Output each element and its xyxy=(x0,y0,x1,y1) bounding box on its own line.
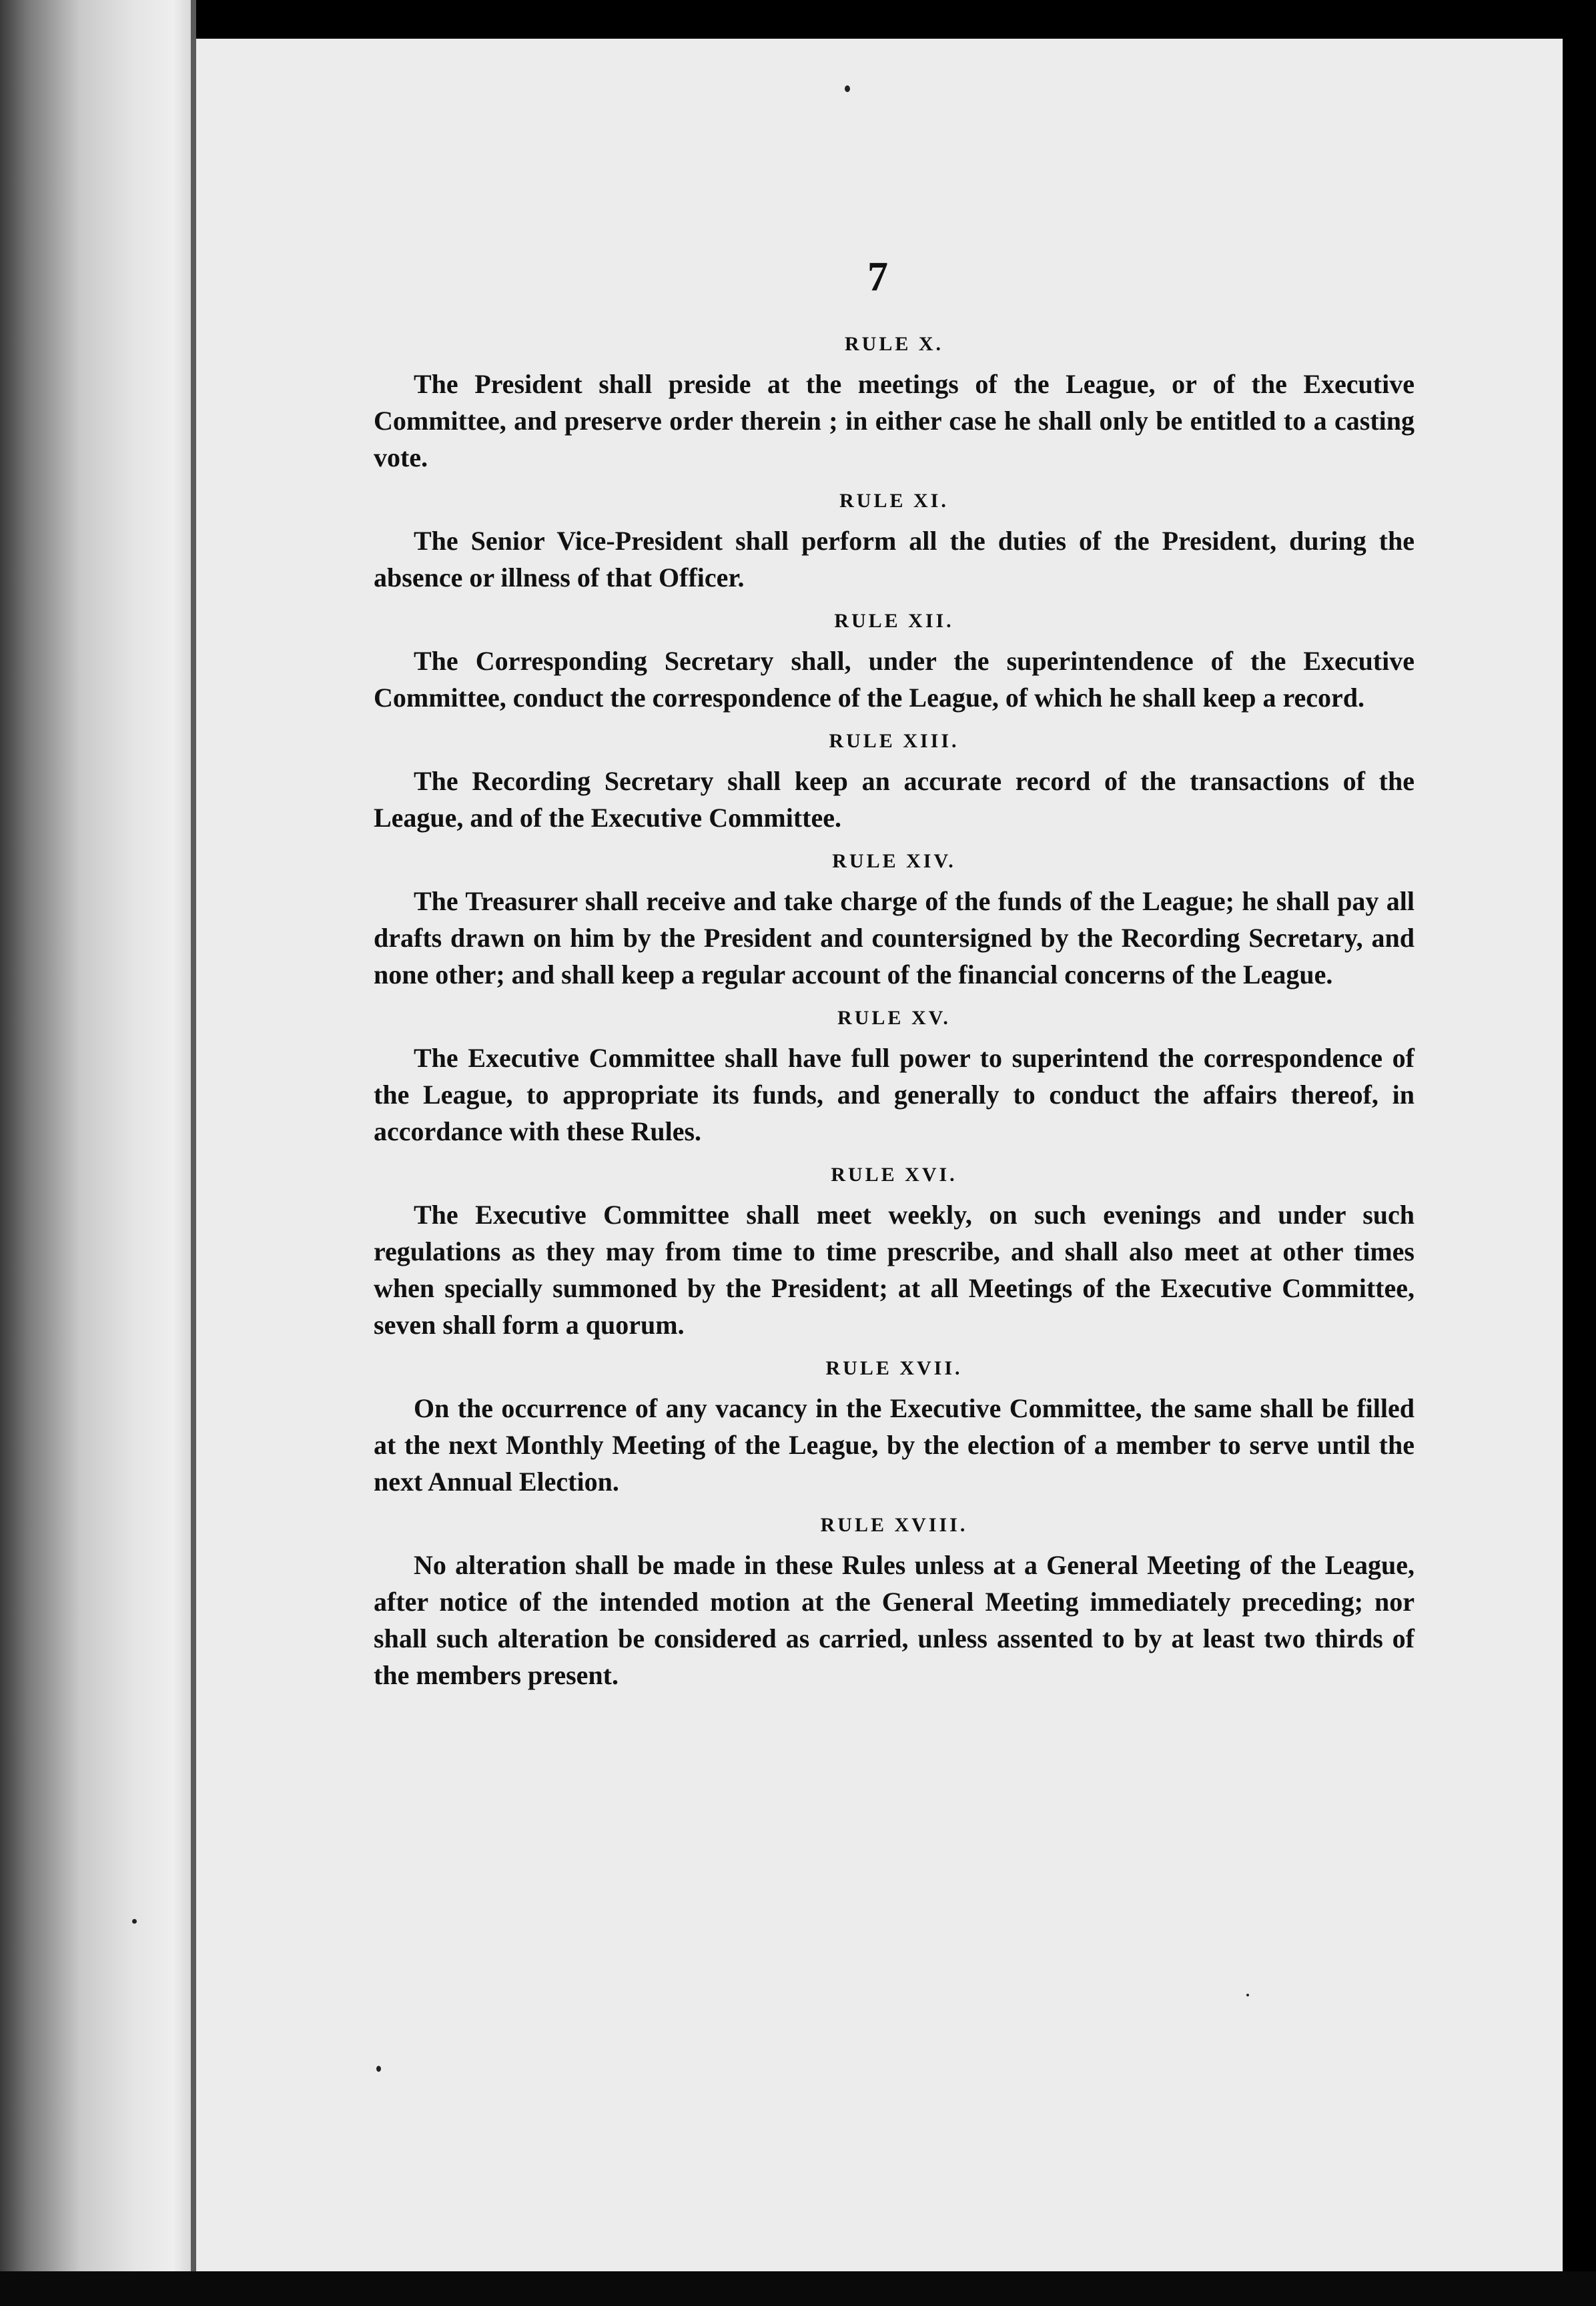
rule-text: The Senior Vice-President shall perform all the duties of the President, during the absence or illness of that Officer. xyxy=(374,526,1415,593)
rule-block xyxy=(374,1005,1415,1150)
rule-heading: RULE XVII. xyxy=(825,1357,963,1379)
rule-block xyxy=(374,331,1415,476)
rule-text: No alteration shall be made in these Rules unless at a General Meeting of the League, after notice of the intended motion at the General Meeting immediately preceding; nor shall such alteration be considered as carried, unless assented to by at least two thirds of the members present. xyxy=(374,1550,1415,1690)
scan-left-margin xyxy=(0,0,195,2271)
rule-heading: RULE XI. xyxy=(839,490,949,512)
rule-text: The Corresponding Secretary shall, under the superintendence of the Executive Committee, conduct the correspondence of the League, of which he shall keep a record. xyxy=(374,646,1415,713)
rule-block xyxy=(374,1162,1415,1343)
page-speck xyxy=(132,1919,137,1924)
page-speck xyxy=(845,85,850,92)
rule-heading: RULE X. xyxy=(844,333,943,355)
rule-block xyxy=(374,1355,1415,1500)
rule-heading: RULE XVIII. xyxy=(820,1514,968,1536)
rule-block xyxy=(374,488,1415,596)
rules-column xyxy=(374,331,1415,1705)
rule-text: The Executive Committee shall have full power to superintend the correspondence of the League, to appropriate its funds, and generally to conduct the affairs thereof, in accordance with these Rules. xyxy=(374,1043,1415,1146)
rule-text: The Executive Committee shall meet weekly, on such evenings and under such regulations as they may from time to time prescribe, and shall also meet at other times when specially summoned by the President; at all Meetings of the Executive Committee, seven shall form a quorum. xyxy=(374,1200,1415,1340)
rule-text: On the occurrence of any vacancy in the Executive Committee, the same shall be filled at the next Monthly Meeting of the League, by the election of a member to serve until the next Annual Election. xyxy=(374,1393,1415,1497)
rule-text: The Treasurer shall receive and take charge of the funds of the League; he shall pay all drafts drawn on him by the President and countersigned by the Recording Secretary, and none other; and shall keep a regular account of the financial concerns of the League. xyxy=(374,886,1415,990)
page-speck xyxy=(1246,1994,1249,1996)
rule-heading: RULE XIII. xyxy=(829,730,959,752)
rule-block xyxy=(374,848,1415,993)
page-speck xyxy=(376,2066,381,2072)
rule-heading: RULE XII. xyxy=(834,610,954,632)
rule-heading: RULE XV. xyxy=(837,1007,951,1029)
book-spine xyxy=(191,0,196,2271)
rule-heading: RULE XVI. xyxy=(831,1164,957,1186)
rule-block xyxy=(374,1512,1415,1693)
page-number: 7 xyxy=(867,254,888,300)
rule-heading: RULE XIV. xyxy=(832,850,956,872)
rule-text: The President shall preside at the meetings of the League, or of the Executive Committee, and preserve order therein ; in either case he shall only be entitled to a casting vote. xyxy=(374,369,1415,472)
rule-block xyxy=(374,728,1415,836)
rule-text: The Recording Secretary shall keep an accurate record of the transactions of the League, and of the Executive Committee. xyxy=(374,766,1415,833)
scan-bottom-edge xyxy=(0,2271,1596,2306)
rule-block xyxy=(374,608,1415,716)
